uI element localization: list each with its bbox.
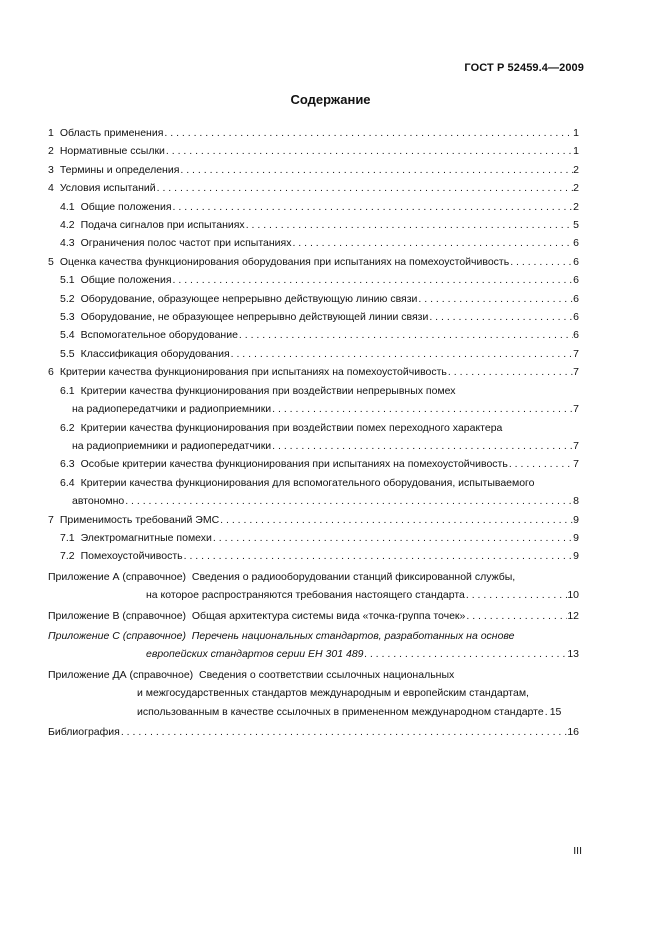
toc-entry[interactable]: 4.3 Ограничения полос частот при испытаниях . . . 6 xyxy=(48,234,579,252)
toc-entry[interactable]: 7.1 Электромагнитные помехи . . . 9 xyxy=(48,529,579,547)
toc-entry[interactable]: 6.4 Критерии качества функционирования для вспомогательного оборудования, испытываемого автономно . . . 8 xyxy=(48,474,579,511)
toc-entry[interactable]: 7 Применимость требований ЭМС . . . 9 xyxy=(48,511,579,529)
table-of-contents xyxy=(48,124,579,741)
toc-entry[interactable]: 5.3 Оборудование, не образующее непрерывно действующей линии связи . . . 6 xyxy=(48,308,579,326)
toc-entry[interactable]: 5.5 Классификация оборудования . . . 7 xyxy=(48,345,579,363)
toc-entry[interactable]: 5 Оценка качества функционирования оборудования при испытаниях на помехоустойчивость . . . 6 xyxy=(48,253,579,271)
page-title: Содержание xyxy=(290,92,371,107)
toc-entry[interactable]: 3 Термины и определения . . . 2 xyxy=(48,161,579,179)
toc-appendix-c[interactable]: Приложение С (справочное) Перечень национальных стандартов, разработанных на основе европейских стандартов серии ЕН 301 489 . . . 13 xyxy=(48,627,579,664)
toc-entry[interactable]: 6 Критерии качества функционирования при испытаниях на помехоустойчивость . . . 7 xyxy=(48,363,579,381)
toc-bibliography[interactable]: Библиография . . . 16 xyxy=(48,723,579,741)
toc-entry[interactable]: 6.2 Критерии качества функционирования при воздействии помех переходного характера на радиоприемники и радиопередатчики . . . 7 xyxy=(48,419,579,456)
page-number: III xyxy=(573,845,582,857)
toc-entry[interactable]: 7.2 Помехоустойчивость . . . 9 xyxy=(48,547,579,565)
standard-code: ГОСТ Р 52459.4—2009 xyxy=(464,62,584,74)
toc-appendix-a[interactable]: Приложение А (справочное) Сведения о радиооборудовании станций фиксированной службы, на которое распространяются требования настоящего стандарта . . . 10 xyxy=(48,568,579,605)
toc-entry[interactable]: 4.1 Общие положения . . . 2 xyxy=(48,198,579,216)
toc-entry[interactable]: 5.4 Вспомогательное оборудование . . . 6 xyxy=(48,326,579,344)
toc-entry[interactable]: 5.1 Общие положения . . . 6 xyxy=(48,271,579,289)
toc-entry[interactable]: 4 Условия испытаний . . . 2 xyxy=(48,179,579,197)
toc-entry[interactable]: 6.1 Критерии качества функционирования при воздействии непрерывных помех на радиопередатчики и радиоприемники . . . 7 xyxy=(48,382,579,419)
toc-appendix-da[interactable]: Приложение ДА (справочное) Сведения о соответствии ссылочных национальных и межгосударственных стандартов международным и европейским стандартам, использованным в качестве ссылочных в примененном международном стандарте . . . 15 xyxy=(48,666,579,721)
toc-entry[interactable]: 5.2 Оборудование, образующее непрерывно действующую линию связи . . . 6 xyxy=(48,290,579,308)
toc-entry[interactable]: 6.3 Особые критерии качества функционирования при испытаниях на помехоустойчивость . . . 7 xyxy=(48,455,579,473)
toc-appendix-b[interactable]: Приложение В (справочное) Общая архитектура системы вида «точка-группа точек» . . . 12 xyxy=(48,607,579,625)
toc-entry[interactable]: 4.2 Подача сигналов при испытаниях . . . 5 xyxy=(48,216,579,234)
toc-entry[interactable]: 2 Нормативные ссылки . . . 1 xyxy=(48,142,579,160)
toc-entry[interactable]: 1 Область применения . . . 1 xyxy=(48,124,579,142)
